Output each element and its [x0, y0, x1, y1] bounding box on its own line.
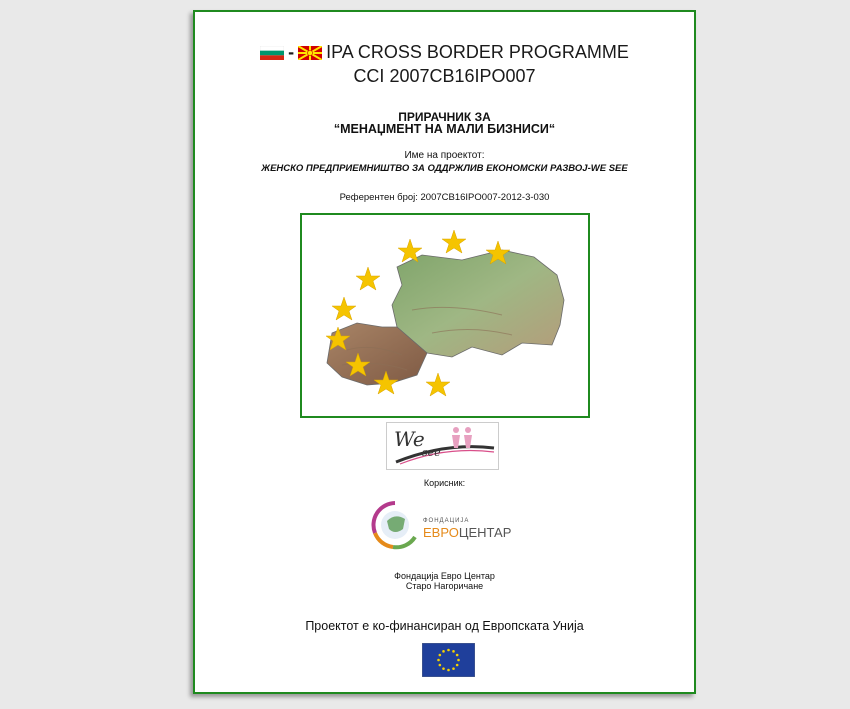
eu-star: [457, 659, 460, 662]
programme-heading: [195, 42, 694, 63]
macedonia-flag-icon: [298, 46, 322, 60]
star: [356, 267, 380, 290]
project-name: ЖЕНСКО ПРЕДПРИЕМНИШТВО ЗА ОДДРЖЛИВ ЕКОНОМСКИ РАЗВОЈ-WE SEE: [261, 163, 628, 174]
star: [332, 297, 356, 320]
document-page: [193, 10, 696, 694]
star: [426, 373, 450, 396]
cci-code: CCI 2007CB16IPO007: [353, 66, 536, 86]
eu-star: [447, 669, 450, 672]
eu-star: [442, 667, 445, 670]
bulgaria-flag-icon: [260, 46, 284, 60]
eu-star: [456, 654, 459, 657]
star: [442, 230, 466, 253]
reference-number: Референтен број: 2007CB16IPO007-2012-3-030: [339, 192, 550, 203]
we-see-logo-see: see: [422, 446, 441, 459]
eurocentar-logo: [365, 495, 525, 555]
bulgaria-region: [392, 250, 564, 357]
eu-star: [447, 649, 450, 652]
cofinanced-statement: Проектот е ко-финансиран од Европската Унија: [305, 619, 584, 633]
eurocentar-logo-small-text: ФОНДАЦИЈА: [423, 518, 470, 524]
eurocentar-wordmark: [423, 525, 511, 540]
beneficiary-label: Корисник:: [423, 478, 466, 488]
title-line-2: “МЕНАЏМЕНТ НА МАЛИ БИЗНИСИ“: [333, 122, 556, 136]
eu-flag-graphic: [422, 643, 475, 677]
title-line-1: ПРИРАЧНИК ЗА: [398, 110, 491, 124]
eu-star: [439, 654, 442, 657]
we-see-logo-graphic: [386, 422, 499, 470]
we-see-logo: [386, 422, 499, 470]
map-illustration: [302, 215, 588, 416]
eurocentar-logo-graphic: [365, 495, 525, 555]
programme-title: IPA CROSS BORDER PROGRAMME: [326, 42, 629, 62]
eu-star: [452, 650, 455, 653]
we-see-logo-we: We: [394, 427, 425, 451]
eu-star: [439, 664, 442, 667]
eurocentar-wordmark-rest: ЦЕНТАР: [458, 525, 512, 540]
foundation-name: Фондација Евро Центар: [394, 571, 495, 581]
eu-star: [452, 667, 455, 670]
eu-star: [442, 650, 445, 653]
eurocentar-wordmark-accent: ЕВРО: [423, 525, 459, 540]
flag-separator: -: [288, 42, 295, 62]
foundation-location: Старо Нагоричане: [405, 581, 484, 591]
cross-border-map-image: [300, 213, 590, 418]
eu-star: [456, 664, 459, 667]
eu-flag-icon: [422, 643, 475, 677]
project-name-label: Име на проектот:: [404, 150, 485, 161]
eu-star: [437, 659, 440, 662]
